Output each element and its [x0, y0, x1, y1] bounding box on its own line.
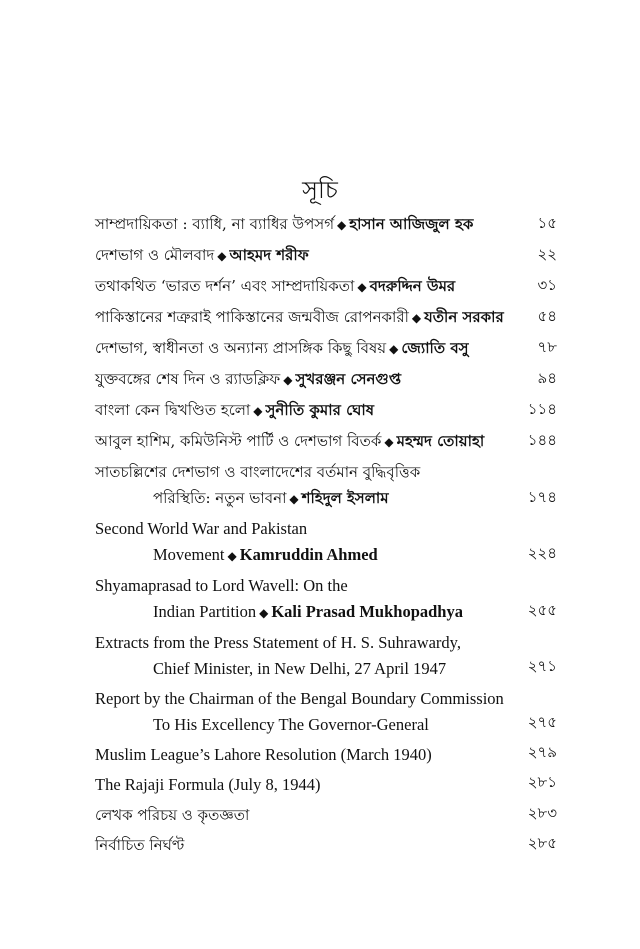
toc-entry: [95, 745, 557, 765]
entry-page-number: ১৭৪: [527, 488, 557, 506]
entry-title: নির্বাচিত নির্ঘণ্ট: [95, 836, 185, 854]
entry-author: Kali Prasad Mukhopadhya: [271, 602, 463, 621]
toc-entry: [95, 400, 557, 421]
entry-page-number: ৯৪: [537, 369, 557, 387]
toc-entry-line: [95, 245, 557, 266]
entry-page-number: ২৮৩: [527, 804, 557, 822]
toc-entry: [95, 633, 557, 679]
entry-page-number: ২৭৯: [527, 745, 557, 761]
diamond-separator-icon: ◆: [289, 492, 299, 506]
entry-title: The Rajaji Formula (July 8, 1944): [95, 775, 321, 794]
entry-title: সাম্প্রদায়িকতা : ব্যাধি, না ব্যাধির উপসর্গ: [95, 215, 335, 233]
toc-entry-line: [95, 307, 557, 328]
entry-page-number: ২৮৫: [527, 834, 557, 852]
entry-page-number: ১৪৪: [527, 431, 557, 449]
toc-entry: [95, 338, 557, 359]
entry-author: হাসান আজিজুল হক: [349, 215, 474, 233]
toc-entry-line: Second World War and Pakistan: [95, 519, 308, 538]
diamond-separator-icon: ◆: [227, 549, 237, 563]
toc-entry: [95, 835, 557, 855]
toc-entry-line: সাতচল্লিশের দেশভাগ ও বাংলাদেশের বর্তমান বুদ্ধিবৃত্তিক: [95, 463, 421, 481]
entry-author: বদরুদ্দিন উমর: [369, 277, 456, 295]
entry-page-number: ১৫: [537, 214, 557, 232]
entry-page-number: ২৭৫: [527, 715, 557, 731]
toc-entry-line: [95, 400, 557, 421]
diamond-separator-icon: ◆: [357, 280, 367, 294]
entry-author: জ্যোতি বসু: [401, 339, 469, 357]
toc-entry-line: Report by the Chairman of the Bengal Boundary Commission: [95, 689, 504, 708]
entry-author: সুনীতি কুমার ঘোষ: [265, 401, 375, 419]
diamond-separator-icon: ◆: [384, 435, 394, 449]
toc-entry: [95, 307, 557, 328]
entry-title: Muslim League’s Lahore Resolution (March 1940): [95, 745, 432, 764]
toc-entry-line: To His Excellency The Governor-General: [153, 715, 429, 734]
toc-entry: [95, 369, 557, 390]
toc-entry: [95, 775, 557, 795]
entry-page-number: ২৭১: [527, 659, 557, 675]
entry-author: সুখরঞ্জন সেনগুপ্ত: [295, 370, 402, 388]
toc-entry-line: [95, 431, 557, 452]
entry-title: দেশভাগ, স্বাধীনতা ও অন্যান্য প্রাসঙ্গিক কিছু বিষয়: [95, 339, 387, 357]
diamond-separator-icon: ◆: [259, 606, 269, 620]
entry-title: তথাকথিত ‘ভারত দর্শন’ এবং সাম্প্রদায়িকতা: [95, 277, 355, 295]
diamond-separator-icon: ◆: [411, 311, 422, 325]
toc-entry: [95, 689, 557, 735]
entry-title: Movement: [153, 545, 225, 564]
entry-page-number: ৩১: [537, 276, 557, 294]
entry-title: যুক্তবঙ্গের শেষ দিন ও র‍্যাডক্লিফ: [95, 370, 281, 388]
diamond-separator-icon: ◆: [283, 373, 293, 387]
entry-page-number: ২৮১: [527, 775, 557, 791]
entry-page-number: ২২৪: [527, 546, 557, 562]
entry-author: শহিদুল ইসলাম: [301, 489, 389, 507]
entry-page-number: ৭৮: [537, 338, 557, 356]
entry-author: Kamruddin Ahmed: [239, 545, 378, 564]
table-of-contents: [95, 214, 557, 865]
diamond-separator-icon: ◆: [337, 218, 347, 232]
entry-page-number: ২৫৫: [527, 603, 557, 619]
entry-title: দেশভাগ ও মৌলবাদ: [95, 246, 215, 264]
toc-entry-line: [95, 276, 557, 297]
entry-title: আবুল হাশিম, কমিউনিস্ট পার্টি ও দেশভাগ বিতর্ক: [95, 432, 382, 450]
diamond-separator-icon: ◆: [217, 249, 227, 263]
toc-entry-line: Chief Minister, in New Delhi, 27 April 1947: [153, 659, 447, 678]
entry-author: আহমদ শরীফ: [229, 246, 309, 264]
toc-entry-line: Extracts from the Press Statement of H. S. Suhrawardy,: [95, 633, 461, 652]
toc-entry-line: [95, 488, 557, 509]
toc-entry: [95, 462, 557, 509]
toc-entry: [95, 431, 557, 452]
entry-title: পাকিস্তানের শত্রুরাই পাকিস্তানের জন্মবীজ রোপনকারী: [95, 308, 409, 326]
toc-entry: [95, 245, 557, 266]
toc-entry: [95, 576, 557, 623]
diamond-separator-icon: ◆: [389, 342, 399, 356]
entry-title: পরিস্থিতি: নতুন ভাবনা: [153, 489, 287, 507]
entry-title: লেখক পরিচয় ও কৃতজ্ঞতা: [95, 806, 250, 824]
entry-title: বাংলা কেন দ্বিখণ্ডিত হলো: [95, 401, 251, 419]
entry-title: Indian Partition: [153, 602, 257, 621]
toc-entry-line: [95, 545, 557, 566]
toc-entry-line: Shyamaprasad to Lord Wavell: On the: [95, 576, 348, 595]
entry-author: যতীন সরকার: [424, 308, 504, 326]
entry-page-number: ১১৪: [527, 400, 557, 418]
toc-entry: [95, 519, 557, 566]
entry-page-number: ২২: [537, 245, 557, 263]
entry-author: মহম্মদ তোয়াহা: [396, 432, 485, 450]
toc-entry-line: [95, 602, 557, 623]
toc-entry: [95, 805, 557, 825]
toc-entry-line: [95, 214, 557, 235]
diamond-separator-icon: ◆: [253, 404, 263, 418]
toc-entry: [95, 214, 557, 235]
toc-entry-line: [95, 369, 557, 390]
entry-page-number: ৫৪: [537, 307, 557, 325]
toc-entry: [95, 276, 557, 297]
toc-heading: সূচি: [302, 176, 338, 204]
toc-entry-line: [95, 338, 557, 359]
